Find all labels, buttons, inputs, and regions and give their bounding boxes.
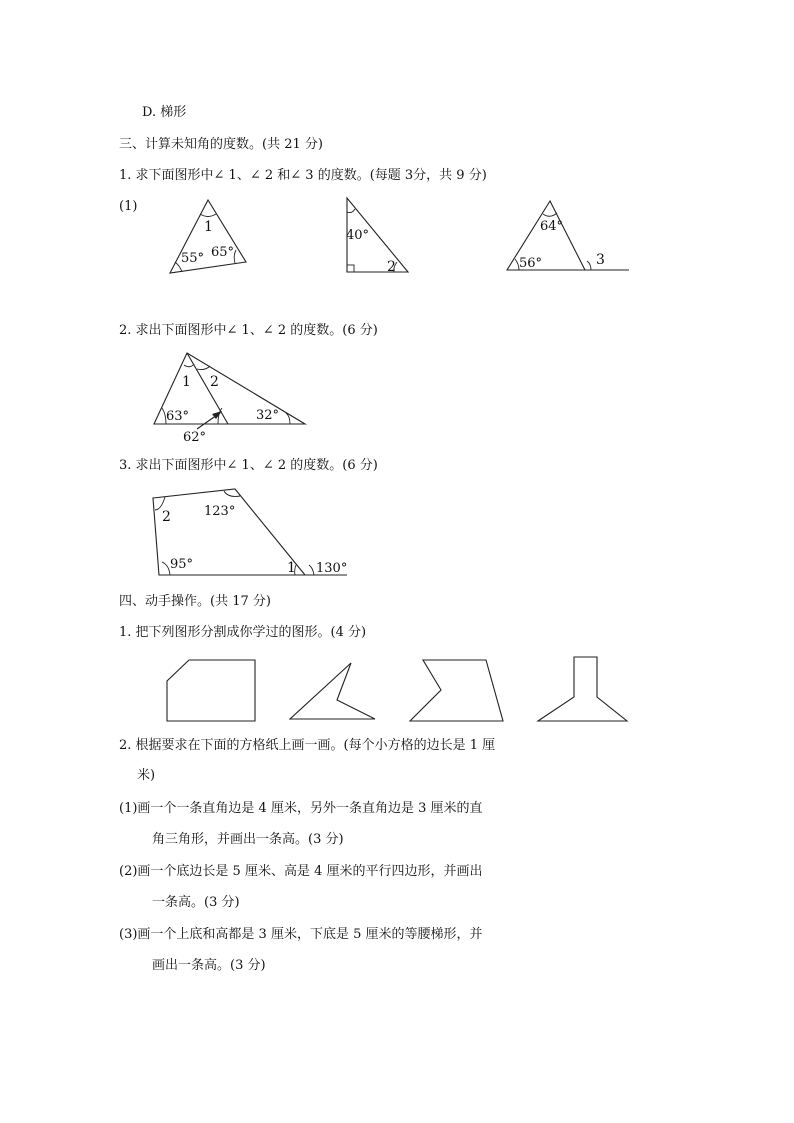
label-angle-32: 32° (256, 408, 280, 423)
section3-q1-prompt: 1. 求下面图形中∠ 1、∠ 2 和∠ 3 的度数。(每题 3分，共 9 分) (119, 168, 487, 183)
shape-notched-trapezoid (410, 660, 503, 721)
label-angle-63: 63° (166, 409, 190, 424)
section4-q2-item3-line1: (3)画一个上底和高都是 3 厘米，下底是 5 厘米的等腰梯形，并 (119, 927, 483, 942)
label-angle-95: 95° (170, 557, 194, 572)
label-angle-2: 2 (210, 374, 219, 390)
section4-q1-prompt: 1. 把下列图形分割成你学过的图形。(4 分) (119, 625, 367, 640)
section3-q1-sub-label: (1) (119, 199, 138, 214)
label-angle-1: 1 (287, 560, 296, 576)
label-angle-62: 62° (183, 430, 207, 445)
section4-q2-item1-line1: (1)画一个一条直角边是 4 厘米，另外一条直角边是 3 厘米的直 (119, 801, 483, 816)
section4-q2-item1-line2: 角三角形，并画出一条高。(3 分) (152, 832, 344, 847)
label-angle-3: 3 (596, 252, 605, 268)
shape-t-funnel (538, 657, 627, 721)
label-angle-130: 130° (316, 561, 348, 576)
option-d: D. 梯形 (142, 105, 187, 120)
label-angle-56: 56° (519, 256, 543, 271)
section3-heading: 三、计算未知角的度数。(共 21 分) (119, 137, 323, 152)
label-angle-40: 40° (346, 228, 370, 243)
label-angle-64: 64° (540, 219, 564, 234)
section3-q2-prompt: 2. 求出下面图形中∠ 1、∠ 2 的度数。(6 分) (119, 323, 378, 338)
label-angle-1: 1 (182, 374, 191, 390)
section4-q2-prompt-line1: 2. 根据要求在下面的方格纸上画一画。(每个小方格的边长是 1 厘 (119, 738, 496, 753)
label-angle-123: 123° (204, 504, 236, 519)
label-angle-2: 2 (162, 509, 171, 525)
section3-q3-prompt: 3. 求出下面图形中∠ 1、∠ 2 的度数。(6 分) (119, 458, 378, 473)
label-angle-1: 1 (204, 219, 213, 235)
section4-q2-item2-line2: 一条高。(3 分) (152, 895, 240, 910)
section4-heading: 四、动手操作。(共 17 分) (119, 594, 271, 609)
section4-q2-prompt-line2: 米) (137, 768, 156, 783)
section4-q2-item3-line2: 画出一条高。(3 分) (152, 958, 266, 973)
shape-cut-corner-rectangle (167, 660, 255, 721)
shape-concave-triangle (290, 663, 375, 719)
section4-q2-item2-line1: (2)画一个底边长是 5 厘米、高是 4 厘米的平行四边形，并画出 (119, 864, 483, 879)
label-angle-65: 65° (211, 245, 235, 260)
label-angle-2: 2 (387, 259, 396, 275)
label-angle-55: 55° (181, 251, 205, 266)
